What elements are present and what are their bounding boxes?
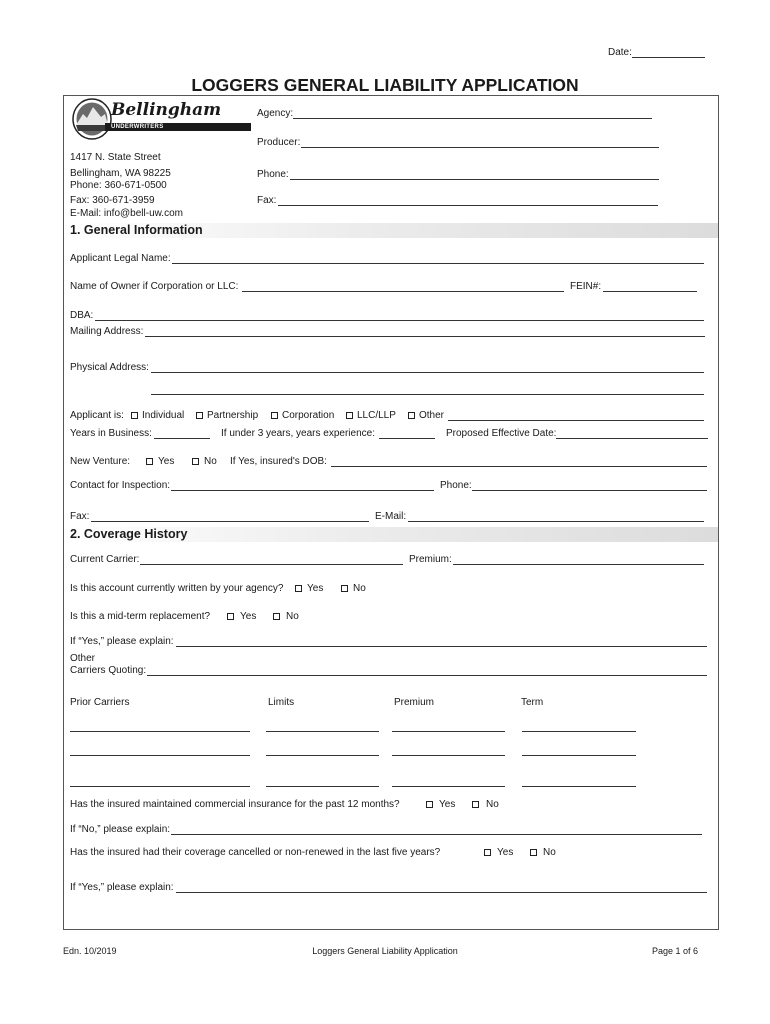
q-cancelled-no-checkbox[interactable]	[530, 849, 537, 856]
other-checkbox[interactable]	[408, 412, 415, 419]
q-midterm-label: Is this a mid-term replacement?	[70, 611, 211, 622]
explain-no-label: If “No,” please explain:	[70, 824, 171, 835]
new-venture-label: New Venture:	[70, 456, 131, 467]
section1-title: 1. General Information	[70, 223, 203, 237]
agency-phone-label: Phone:	[257, 169, 289, 180]
applicant-email-field[interactable]	[408, 521, 704, 522]
q-agency-no-label: No	[353, 583, 366, 594]
physical-field[interactable]	[151, 372, 704, 373]
prior-limits-2[interactable]	[266, 755, 379, 756]
explain-no-field[interactable]	[171, 834, 702, 835]
section2-title: 2. Coverage History	[70, 527, 188, 541]
physical-label: Physical Address:	[70, 362, 149, 373]
other-field[interactable]	[448, 420, 704, 421]
q-maintained-no-label: No	[486, 799, 499, 810]
footer-page-number: Page 1 of 6	[652, 946, 699, 956]
prior-carrier-2[interactable]	[70, 755, 250, 756]
col-term: Term	[521, 697, 544, 708]
dba-field[interactable]	[95, 320, 704, 321]
page-title: LOGGERS GENERAL LIABILITY APPLICATION	[191, 75, 579, 95]
prior-term-3[interactable]	[522, 786, 636, 787]
other-carriers-label: Other	[70, 653, 96, 664]
years-label: Years in Business:	[70, 428, 152, 439]
applicant-is-label: Applicant is:	[70, 410, 124, 421]
mailing-label: Mailing Address:	[70, 326, 144, 337]
prior-premium-1[interactable]	[392, 731, 505, 732]
corporation-label: Corporation	[282, 410, 335, 421]
q-agency-yes-checkbox[interactable]	[295, 585, 302, 592]
carrier-label: Current Carrier:	[70, 554, 140, 565]
physical-field-line2[interactable]	[151, 394, 704, 395]
footer-edition: Edn. 10/2019	[63, 946, 117, 956]
explain-yes-label: If “Yes,” please explain:	[70, 636, 174, 647]
q-agency-label: Is this account currently written by your agency?	[70, 583, 284, 594]
prior-premium-3[interactable]	[392, 786, 505, 787]
q-midterm-no-label: No	[286, 611, 299, 622]
quoting-field[interactable]	[147, 675, 707, 676]
owner-name-field[interactable]	[242, 291, 564, 292]
other-label: Other	[419, 410, 445, 421]
applicant-fax-field[interactable]	[91, 521, 369, 522]
mailing-field[interactable]	[145, 336, 705, 337]
dob-label: If Yes, insured's DOB:	[230, 456, 327, 467]
fein-label: FEIN#:	[570, 281, 602, 292]
company-phone: Phone: 360-671-0500	[70, 180, 167, 191]
q-midterm-yes-checkbox[interactable]	[227, 613, 234, 620]
q-maintained-yes-label: Yes	[439, 799, 456, 810]
new-venture-no-checkbox[interactable]	[192, 458, 199, 465]
years-field[interactable]	[154, 438, 210, 439]
date-field[interactable]	[632, 57, 705, 58]
q-cancelled-yes-checkbox[interactable]	[484, 849, 491, 856]
q-maintained-label: Has the insured maintained commercial insurance for the past 12 months?	[70, 799, 400, 810]
q-maintained-yes-checkbox[interactable]	[426, 801, 433, 808]
company-city: Bellingham, WA 98225	[70, 168, 171, 179]
q-agency-yes-label: Yes	[307, 583, 324, 594]
col-prior-carriers: Prior Carriers	[70, 697, 130, 708]
prior-term-1[interactable]	[522, 731, 636, 732]
effective-label: Proposed Effective Date:	[446, 428, 557, 439]
partnership-label: Partnership	[207, 410, 259, 421]
company-fax: Fax: 360-671-3959	[70, 195, 155, 206]
contact-field[interactable]	[171, 490, 434, 491]
new-venture-yes-label: Yes	[158, 456, 175, 467]
prior-carrier-1[interactable]	[70, 731, 250, 732]
quoting-label: Carriers Quoting:	[70, 665, 147, 676]
contact-phone-field[interactable]	[472, 490, 707, 491]
q-maintained-no-checkbox[interactable]	[472, 801, 479, 808]
q-cancelled-label: Has the insured had their coverage cancelled or non-renewed in the last five years?	[70, 847, 441, 858]
company-logo	[71, 97, 251, 141]
under3-label: If under 3 years, years experience:	[221, 428, 375, 439]
prior-premium-2[interactable]	[392, 755, 505, 756]
owner-name-label: Name of Owner if Corporation or LLC:	[70, 281, 239, 292]
dba-label: DBA:	[70, 310, 94, 321]
explain-yes2-label: If “Yes,” please explain:	[70, 882, 174, 893]
logo-sub-text: UNDERWRITERS	[111, 124, 164, 130]
company-email: E-Mail: info@bell-uw.com	[70, 208, 183, 219]
applicant-fax-label: Fax:	[70, 511, 90, 522]
premium-field[interactable]	[453, 564, 704, 565]
new-venture-yes-checkbox[interactable]	[146, 458, 153, 465]
q-cancelled-no-label: No	[543, 847, 556, 858]
prior-limits-3[interactable]	[266, 786, 379, 787]
individual-checkbox[interactable]	[131, 412, 138, 419]
agency-label: Agency:	[257, 108, 294, 119]
producer-label: Producer:	[257, 137, 301, 148]
individual-label: Individual	[142, 410, 185, 421]
fein-field[interactable]	[603, 291, 697, 292]
corporation-checkbox[interactable]	[271, 412, 278, 419]
company-street: 1417 N. State Street	[70, 152, 161, 163]
under3-field[interactable]	[379, 438, 435, 439]
explain-yes-field[interactable]	[176, 646, 707, 647]
agency-field[interactable]	[293, 118, 652, 119]
premium-label: Premium:	[409, 554, 452, 565]
dob-field[interactable]	[331, 466, 707, 467]
agency-phone-field[interactable]	[290, 179, 659, 180]
date-label: Date:	[608, 47, 632, 58]
footer-form-name: Loggers General Liability Application	[312, 946, 458, 956]
explain-yes2-field[interactable]	[176, 892, 707, 893]
llc-label: LLC/LLP	[357, 410, 396, 421]
contact-label: Contact for Inspection:	[70, 480, 171, 491]
agency-fax-label: Fax:	[257, 195, 277, 206]
agency-fax-field[interactable]	[278, 205, 658, 206]
legal-name-field[interactable]	[172, 263, 704, 264]
q-midterm-no-checkbox[interactable]	[273, 613, 280, 620]
effective-field[interactable]	[556, 438, 708, 439]
col-premium: Premium	[394, 697, 435, 708]
q-agency-no-checkbox[interactable]	[341, 585, 348, 592]
logo-brand-text: Bellingham	[111, 100, 222, 120]
applicant-email-label: E-Mail:	[375, 511, 407, 522]
prior-term-2[interactable]	[522, 755, 636, 756]
llc-checkbox[interactable]	[346, 412, 353, 419]
producer-field[interactable]	[301, 147, 659, 148]
contact-phone-label: Phone:	[440, 480, 472, 491]
q-cancelled-yes-label: Yes	[497, 847, 514, 858]
new-venture-no-label: No	[204, 456, 217, 467]
partnership-checkbox[interactable]	[196, 412, 203, 419]
q-midterm-yes-label: Yes	[240, 611, 257, 622]
carrier-field[interactable]	[140, 564, 403, 565]
prior-carrier-3[interactable]	[70, 786, 250, 787]
col-limits: Limits	[268, 697, 295, 708]
legal-name-label: Applicant Legal Name:	[70, 253, 171, 264]
prior-limits-1[interactable]	[266, 731, 379, 732]
